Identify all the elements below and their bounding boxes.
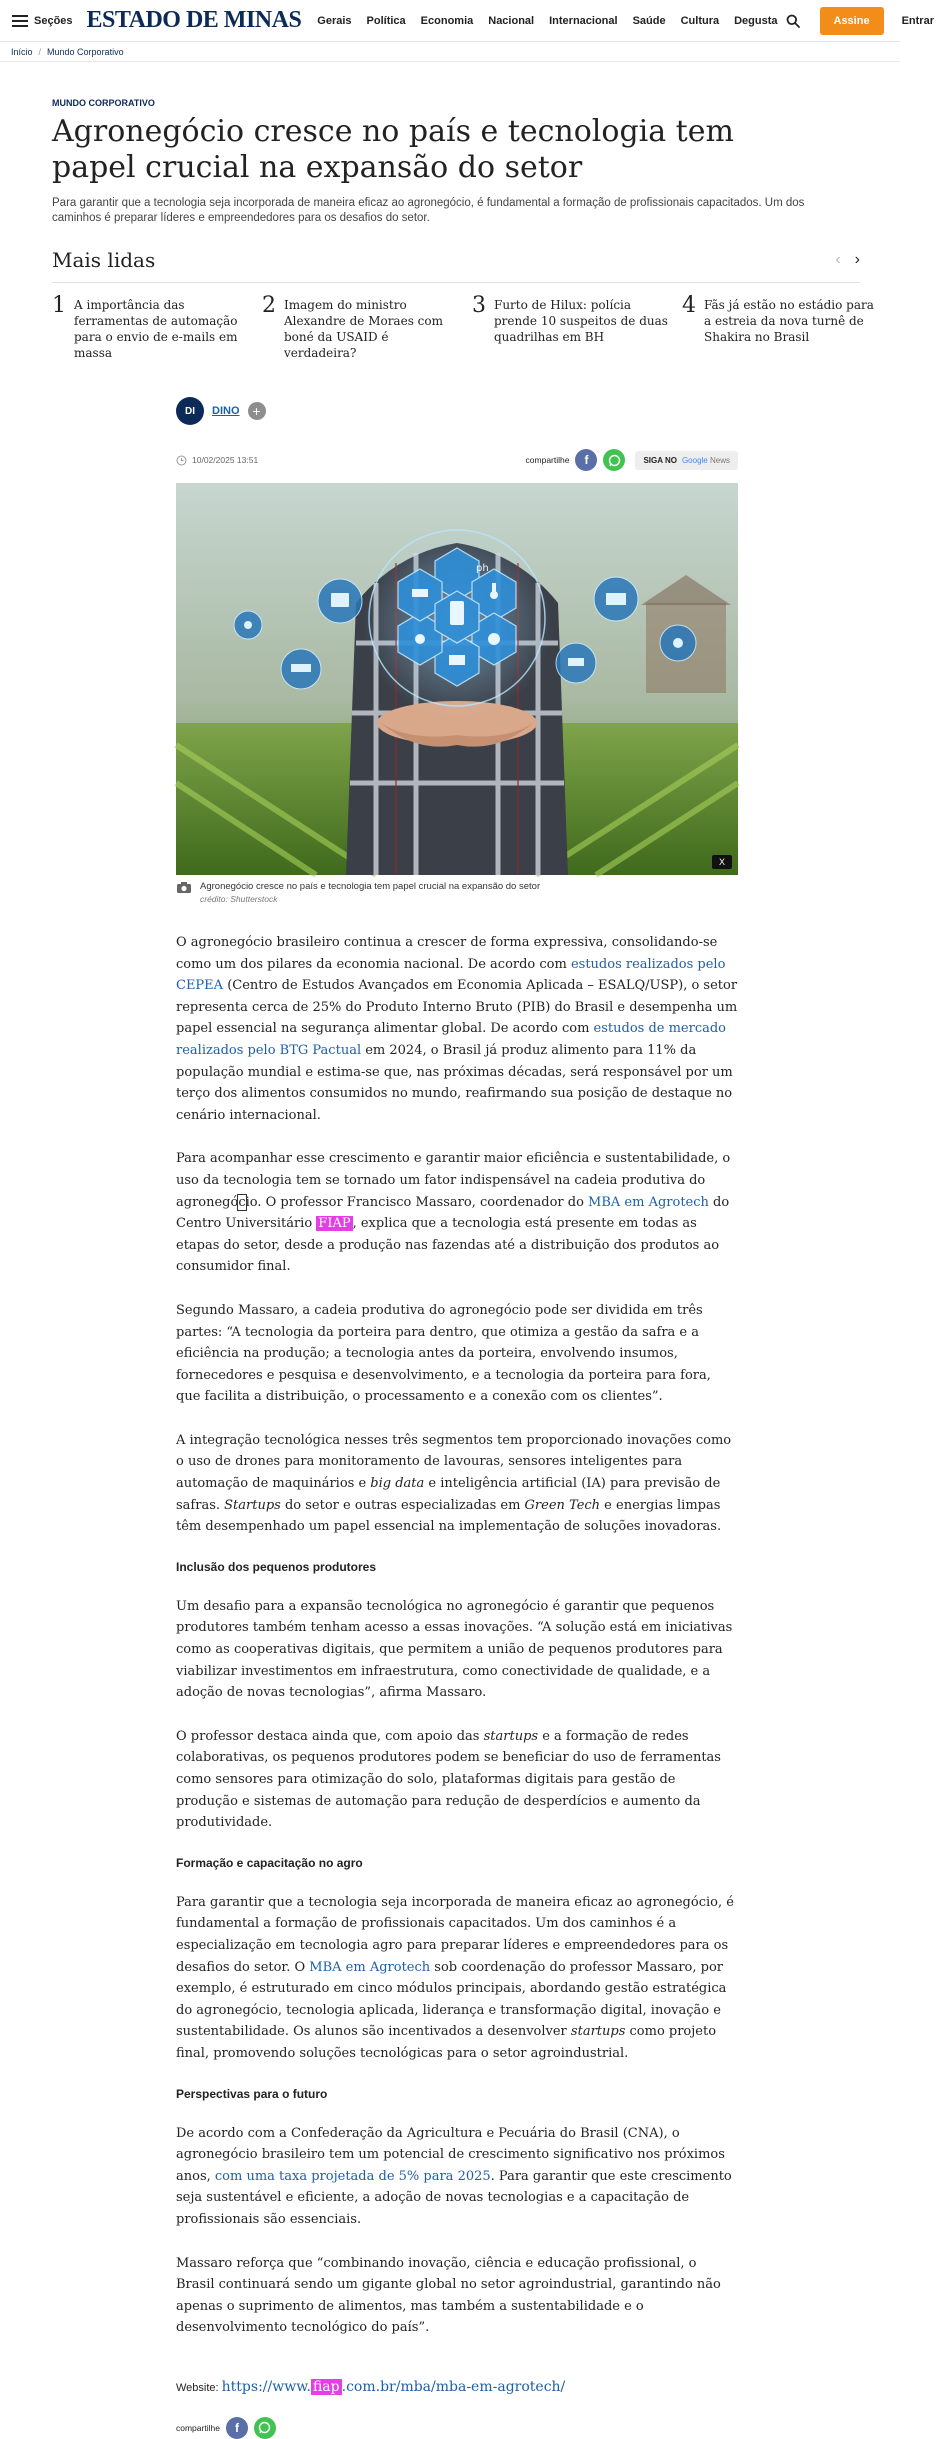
publish-date — [176, 455, 258, 466]
website-label: Website: — [176, 2381, 222, 2394]
mais-lidas-headline[interactable]: Furto de Hilux: polícia prende 10 suspeitos de duas quadrilhas em BH — [494, 298, 668, 344]
nav-item-gerais[interactable]: Gerais — [317, 14, 352, 27]
whatsapp-icon — [258, 2421, 271, 2434]
mba-agrotech-link[interactable]: MBA em Agrotech — [309, 1959, 431, 1975]
highlighted-term: fiap — [312, 2378, 340, 2395]
mais-lidas-rank: 1 — [52, 293, 66, 318]
caption-text: Agronegócio cresce no país e tecnologia tem papel crucial na expansão do setor — [200, 881, 541, 892]
mais-lidas-headline[interactable]: Imagem do ministro Alexandre de Moraes com boné da USAID é verdadeira? — [284, 298, 443, 360]
search-button[interactable] — [778, 6, 808, 36]
author-name-link[interactable]: DINO — [212, 405, 240, 417]
clock-icon — [176, 455, 187, 466]
follow-author-button[interactable]: + — [248, 402, 266, 420]
gnews-news-label: News — [709, 455, 730, 465]
article-meta — [176, 449, 738, 471]
paragraph: Para garantir que a tecnologia seja incorporada de maneira eficaz ao agronegócio, é fundamental a formação de profissionais capacitados. Um dos caminhos é a especialização em tecnologia agro para preparar líderes e empreendedores para os desafios do setor. O MBA em Agrotech sob coordenação do professor Massaro, por exemplo, é estruturado em cinco módulos principais, abordando gestão estratégica do agronegócio, tecnologia aplicada, liderança e transformação digital, inovação e sustentabilidade. Os alunos são incentivados a desenvolver startups como projeto final, promovendo soluções tecnológicas para o setor agroindustrial. — [176, 1894, 734, 2061]
section-heading: Perspectivas para o futuro — [176, 2086, 328, 2101]
website-link[interactable]: https://www. fiap .com.br/mba/mba-em-agrotech/ — [221, 2378, 566, 2395]
paragraph: O agronegócio brasileiro continua a crescer de forma expressiva, consolidando-se como um dos pilares da economia nacional. De acordo com estudos realizados pelo CEPEA (Centro de Estudos Avançados em Economia Aplicada – ESALQ/USP), o setor representa cerca de 25% do Produto Interno Bruto (PIB) do Brasil e desempenha um papel essencial na segurança alimentar global. De acordo com estudos de mercado realizados pelo BTG Pactual em 2024, o Brasil já produz alimento para 11% da população mundial e estima-se que, nas próximas décadas, será responsável por um terço dos alimentos consumidos no mundo, reafirmando sua posição de destaque no cenário internacional. — [176, 935, 738, 1123]
top-header — [0, 0, 934, 42]
publish-date-text: 10/02/2025 13:51 — [192, 455, 259, 465]
btg-pactual-link[interactable]: estudos de mercado realizados pelo BTG Pactual — [176, 1021, 727, 1058]
search-icon — [786, 14, 800, 28]
paragraph: Segundo Massaro, a cadeia produtiva do agronegócio pode ser dividida em três partes: “A tecnologia da porteira para dentro, que otimiza a gestão da safra e a eficiência na produção; a tecnologia antes da porteira, envolvendo insumos, fornecedores e pesquisa e desenvolvimento, e a tecnologia da porteira para fora, que facilita a distribuição, o processamento e a conexão com os clientes”. — [176, 1302, 711, 1405]
paragraph: Um desafio para a expansão tecnológica no agronegócio é garantir que pequenos produtores também tenham acesso a essas inovações. “A solução está em iniciativas como as cooperativas digitais, que permitem a união de pequenos produtores para viabilizar investimentos em infraestrutura, como conectividade de qualidade, e a adoção de novas tecnologias”, afirma Massaro. — [176, 1598, 733, 1701]
facebook-share-button[interactable] — [226, 2417, 248, 2439]
nav-item-degusta[interactable]: Degusta — [734, 14, 778, 27]
paragraph: Massaro reforça que “combinando inovação, ciência e educação profissional, o Brasil continuará sendo um gigante global no setor agroindustrial, garantindo não apenas o suprimento de alimentos, mas também a sustentabilidade e o desenvolvimento tecnológico do país”. — [176, 2255, 721, 2336]
main-nav — [317, 15, 777, 27]
mais-lidas-rank: 2 — [262, 293, 276, 318]
author-avatar[interactable]: DI — [176, 397, 204, 425]
mais-lidas-title: Mais lidas — [52, 248, 156, 272]
mais-lidas-item[interactable] — [262, 295, 458, 361]
paragraph: Para acompanhar esse crescimento e garantir maior eficiência e sustentabilidade, o uso da tecnologia tem se tornado um fator indispensável na cadeia produtiva do agronegócio. O professor Francisco Massaro, coordenador do MBA em Agrotech do Centro Universitário FIAP , explica que a tecnologia está presente em todas as etapas do setor, desde a produção nas fazendas até a distribuição dos produtos ao consumidor final. — [176, 1151, 731, 1275]
chevron-left-icon[interactable]: ‹ — [835, 251, 841, 268]
section-heading: Inclusão dos pequenos produtores — [176, 1559, 377, 1574]
mais-lidas-item[interactable] — [682, 295, 878, 361]
breadcrumb-section[interactable]: Mundo Corporativo — [47, 46, 124, 57]
nav-item-nacional[interactable]: Nacional — [488, 14, 535, 27]
facebook-icon: f — [234, 2420, 239, 2435]
share-label: compartilhe — [525, 455, 570, 465]
secoes-menu-button[interactable] — [12, 15, 73, 27]
paragraph: O professor destaca ainda que, com apoio das startups e a formação de redes colaborativas, os pequenos produtores podem se beneficiar do uso de ferramentas como sensores para otimização do solo, plataformas digitais para gestão de produção e sistemas de automação para redução de desperdícios e aumento da produtividade. — [176, 1728, 721, 1831]
breadcrumb — [0, 42, 900, 62]
author-block — [176, 397, 900, 425]
gnews-google-label: Google — [681, 455, 708, 465]
paragraph: A integração tecnológica nesses três segmentos tem proporcionado inovações como o uso de drones para monitoramento de lavouras, sensores inteligentes para automação de maquinários e big data e inteligência artificial (IA) para previsão de safras. Startups do setor e outras especializadas em Green Tech e energias limpas têm desempenhado um papel essencial na implementação de soluções inovadoras. — [176, 1432, 732, 1535]
facebook-icon: f — [584, 453, 589, 467]
nav-item-saude[interactable]: Saúde — [632, 14, 666, 27]
mais-lidas-item[interactable] — [472, 295, 668, 361]
nav-item-politica[interactable]: Política — [366, 14, 406, 27]
article-header — [0, 62, 900, 226]
article-subtitle: Para garantir que a tecnologia seja incorporada de maneira eficaz ao agronegócio, é fundamental a formação de profissionais capacitados. Um dos caminhos é preparar líderes e empreendedores para os desafios do setor. — [52, 197, 805, 224]
mais-lidas-rank: 3 — [472, 293, 486, 318]
share-label: compartilhe — [176, 2422, 220, 2433]
whatsapp-share-button[interactable] — [603, 449, 625, 471]
whatsapp-share-button[interactable] — [254, 2417, 276, 2439]
article-kicker[interactable]: MUNDO CORPORATIVO — [52, 98, 155, 108]
chevron-right-icon[interactable]: › — [854, 251, 860, 268]
secoes-label: Seções — [34, 14, 73, 27]
section-heading: Formação e capacitação no agro — [176, 1855, 363, 1870]
website-line — [176, 2379, 738, 2395]
caption-credit: crédito: Shutterstock — [200, 894, 278, 904]
cepea-link[interactable]: estudos realizados pelo CEPEA — [176, 956, 726, 994]
highlighted-term: FIAP — [318, 1216, 351, 1232]
close-image-button[interactable]: X — [712, 855, 732, 869]
bottom-share — [176, 2417, 738, 2439]
whatsapp-icon — [608, 454, 621, 467]
article-body — [176, 932, 738, 2439]
breadcrumb-home[interactable]: Início — [11, 46, 33, 57]
mais-lidas-headline[interactable]: Fãs já estão no estádio para a estreia da nova turnê de Shakira no Brasil — [704, 298, 874, 344]
breadcrumb-separator: / — [38, 46, 42, 57]
nav-item-economia[interactable]: Economia — [420, 14, 474, 27]
mais-lidas-item[interactable] — [52, 295, 248, 361]
hex-ph-label: ph — [476, 563, 489, 574]
nav-item-cultura[interactable]: Cultura — [680, 14, 720, 27]
facebook-share-button[interactable] — [575, 449, 597, 471]
article-hero-image — [176, 483, 738, 875]
assine-button[interactable]: Assine — [820, 7, 884, 35]
gnews-siga-label: SIGA NO — [643, 455, 677, 465]
entrar-button[interactable]: Entrar — [901, 14, 934, 27]
mais-lidas-rank: 4 — [682, 293, 696, 318]
mais-lidas-headline[interactable]: A importância das ferramentas de automação para o envio de e-mails em massa — [74, 298, 238, 360]
mais-lidas-section — [0, 226, 900, 361]
hamburger-icon — [12, 15, 28, 27]
hero-illustration — [176, 483, 738, 875]
paragraph: De acordo com a Confederação da Agricultura e Pecuária do Brasil (CNA), o agronegócio brasileiro tem um potencial de crescimento significativo nos próximos anos, com uma taxa projetada de 5% para 2025. Para garantir que este crescimento seja sustentável e eficiente, a adoção de novas tecnologias e a capacitação de profissionais são essenciais. — [176, 2125, 732, 2227]
mba-agrotech-link[interactable]: MBA em Agrotech — [588, 1194, 709, 1210]
site-logo[interactable]: ESTADO DE MINAS — [86, 7, 302, 33]
taxa-projetada-link[interactable]: com uma taxa projetada de 5% para 2025 — [214, 2168, 491, 2184]
camera-icon — [176, 881, 192, 894]
image-caption — [176, 881, 738, 904]
divider — [52, 282, 860, 283]
article-title: Agronegócio cresce no país e tecnologia tem papel crucial na expansão do setor — [52, 114, 734, 185]
text-cursor: c — [238, 1194, 246, 1210]
nav-item-internacional[interactable]: Internacional — [549, 14, 618, 27]
google-news-follow-button[interactable] — [635, 451, 738, 470]
